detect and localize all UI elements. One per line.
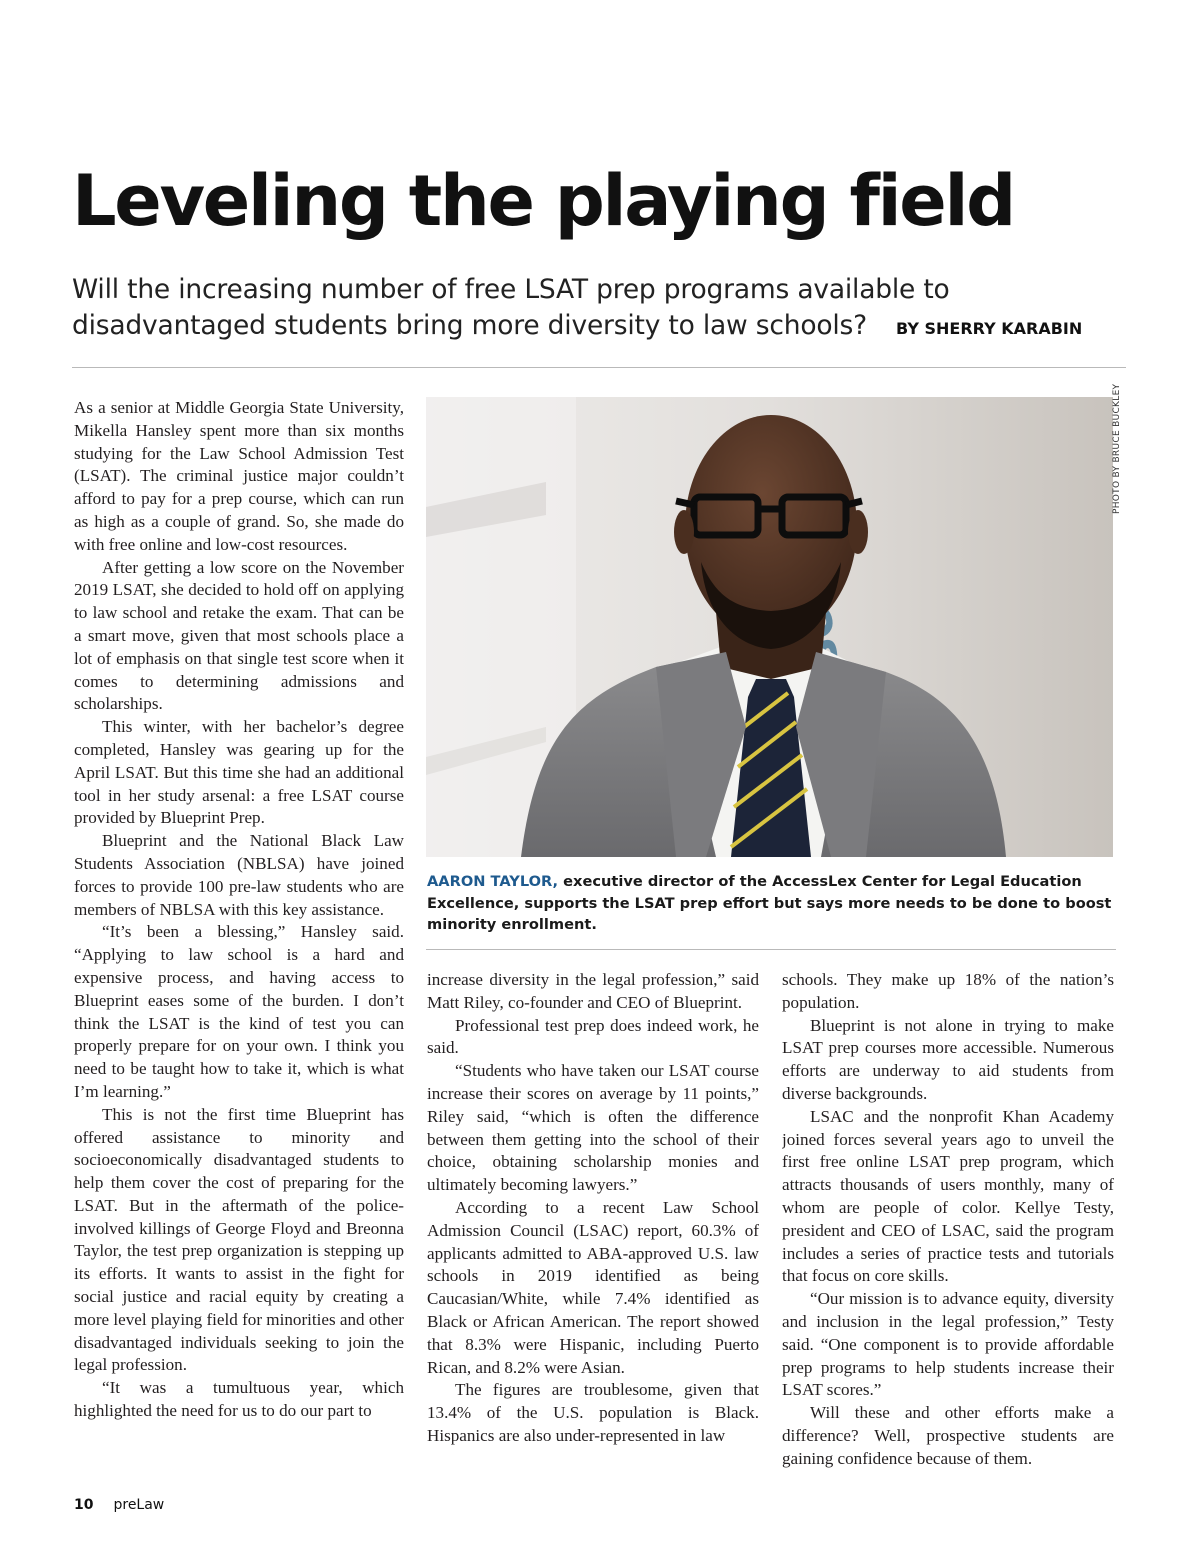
portrait-illustration (426, 397, 1113, 857)
caption-text: executive director of the AccessLex Center for Legal Education Excellence, supports the LSAT prep effort but says more needs to be done to boost minority enrollment. (427, 873, 1112, 933)
paragraph: As a senior at Middle Georgia State University, Mikella Hansley spent more than six months studying for the Law School Admission Test (LSAT). The criminal justice major couldn’t afford to pay for a prep course, which can run as high as a couple of grand. So, she made do with free online and low-cost resources. (74, 398, 404, 554)
paragraph: This winter, with her bachelor’s degree completed, Hansley was gearing up for the April LSAT. But this time she had an additional tool in her study arsenal: a free LSAT course provided by Blueprint Prep. (74, 717, 404, 828)
paragraph: Blueprint and the National Black Law Students Association (NBLSA) have joined forces to provide 100 pre-law students who are members of NBLSA with this key assistance. (74, 831, 404, 919)
header-divider (72, 367, 1126, 368)
paragraph: schools. They make up 18% of the nation’s population. (782, 970, 1114, 1012)
page-number: 10 (74, 1497, 94, 1513)
paragraph: “It’s been a blessing,” Hansley said. “Applying to law school is a hard and expensive process, and having access to Blueprint eases some of the burden. I don’t think the LSAT is the kind of test you can properly prepare for on your own. I think you need to be taught how to take it, which is what I’m learning.” (74, 922, 404, 1101)
portrait-photo (426, 397, 1113, 857)
paragraph: This is not the first time Blueprint has offered assistance to minority and socioeconomically disadvantaged students to help them cover the cost of preparing for the LSAT. But in the aftermath of the police-involved killings of George Floyd and Breonna Taylor, the test prep organization is stepping up its efforts. It wants to assist in the fight for social justice and racial equity by creating a more level playing field for minorities and other disadvantaged individuals seeking to join the legal profession. (74, 1104, 404, 1375)
paragraph: Professional test prep does indeed work, he said. (427, 1015, 759, 1058)
caption-divider (426, 949, 1116, 950)
paragraph: According to a recent Law School Admission Council (LSAC) report, 60.3% of applicants admitted to ABA-approved U.S. law schools in 2019 identified as being Caucasian/White, while 7.4% identified as Black or African American. The report showed that 8.3% were Hispanic, including Puerto Rican, and 8.2% were Asian. (427, 1197, 759, 1377)
byline: BY SHERRY KARABIN (896, 319, 1083, 338)
photo-credit: PHOTO BY BRUCE BUCKLEY (1112, 383, 1122, 514)
paragraph: The figures are troublesome, given that 13.4% of the U.S. population is Black. Hispanics are also under-represented in law (427, 1380, 759, 1445)
body-column-1 (74, 397, 404, 1477)
caption-name: AARON TAYLOR, (427, 873, 559, 890)
page-footer (74, 1497, 164, 1513)
deck-line-1: Will the increasing number of free LSAT prep programs available to (72, 274, 950, 305)
body-column-2 (427, 969, 759, 1479)
paragraph: “Students who have taken our LSAT course increase their scores on average by 11 points,” Riley said, “which is often the difference between them getting into the school of their choice, obtaining scholarship monies and ultimately becoming lawyers.” (427, 1061, 759, 1195)
paragraph: Blueprint is not alone in trying to make LSAT prep courses more accessible. Numerous efforts are underway to aid students from diverse backgrounds. (782, 1015, 1114, 1103)
deck-line-2: disadvantaged students bring more diversity to law schools? (72, 310, 867, 341)
publication-name: preLaw (113, 1497, 165, 1513)
body-column-3 (782, 969, 1114, 1479)
photo-caption (427, 871, 1117, 936)
paragraph: After getting a low score on the November 2019 LSAT, she decided to hold off on applying to law school and retake the exam. That can be a smart move, given that most schools place a lot of emphasis on that single test score when it comes to determining admissions and scholarships. (74, 557, 404, 714)
paragraph: LSAC and the nonprofit Khan Academy joined forces several years ago to unveil the first free online LSAT prep program, which attracts thousands of users monthly, many of whom are people of color. Kellye Testy, president and CEO of LSAC, said the program includes a series of practice tests and tutorials that focus on core skills. (782, 1106, 1114, 1286)
paragraph: “It was a tumultuous year, which highlighted the need for us to do our part to (74, 1378, 404, 1421)
headline: Leveling the playing field (72, 160, 1014, 242)
paragraph: Will these and other efforts make a difference? Well, prospective students are gaining confidence because of them. (782, 1403, 1114, 1468)
paragraph: increase diversity in the legal profession,” said Matt Riley, co-founder and CEO of Blueprint. (427, 970, 759, 1012)
paragraph: “Our mission is to advance equity, diversity and inclusion in the legal profession,” Testy said. “One component is to provide affordable prep programs to help students increase their LSAT scores.” (782, 1289, 1114, 1400)
